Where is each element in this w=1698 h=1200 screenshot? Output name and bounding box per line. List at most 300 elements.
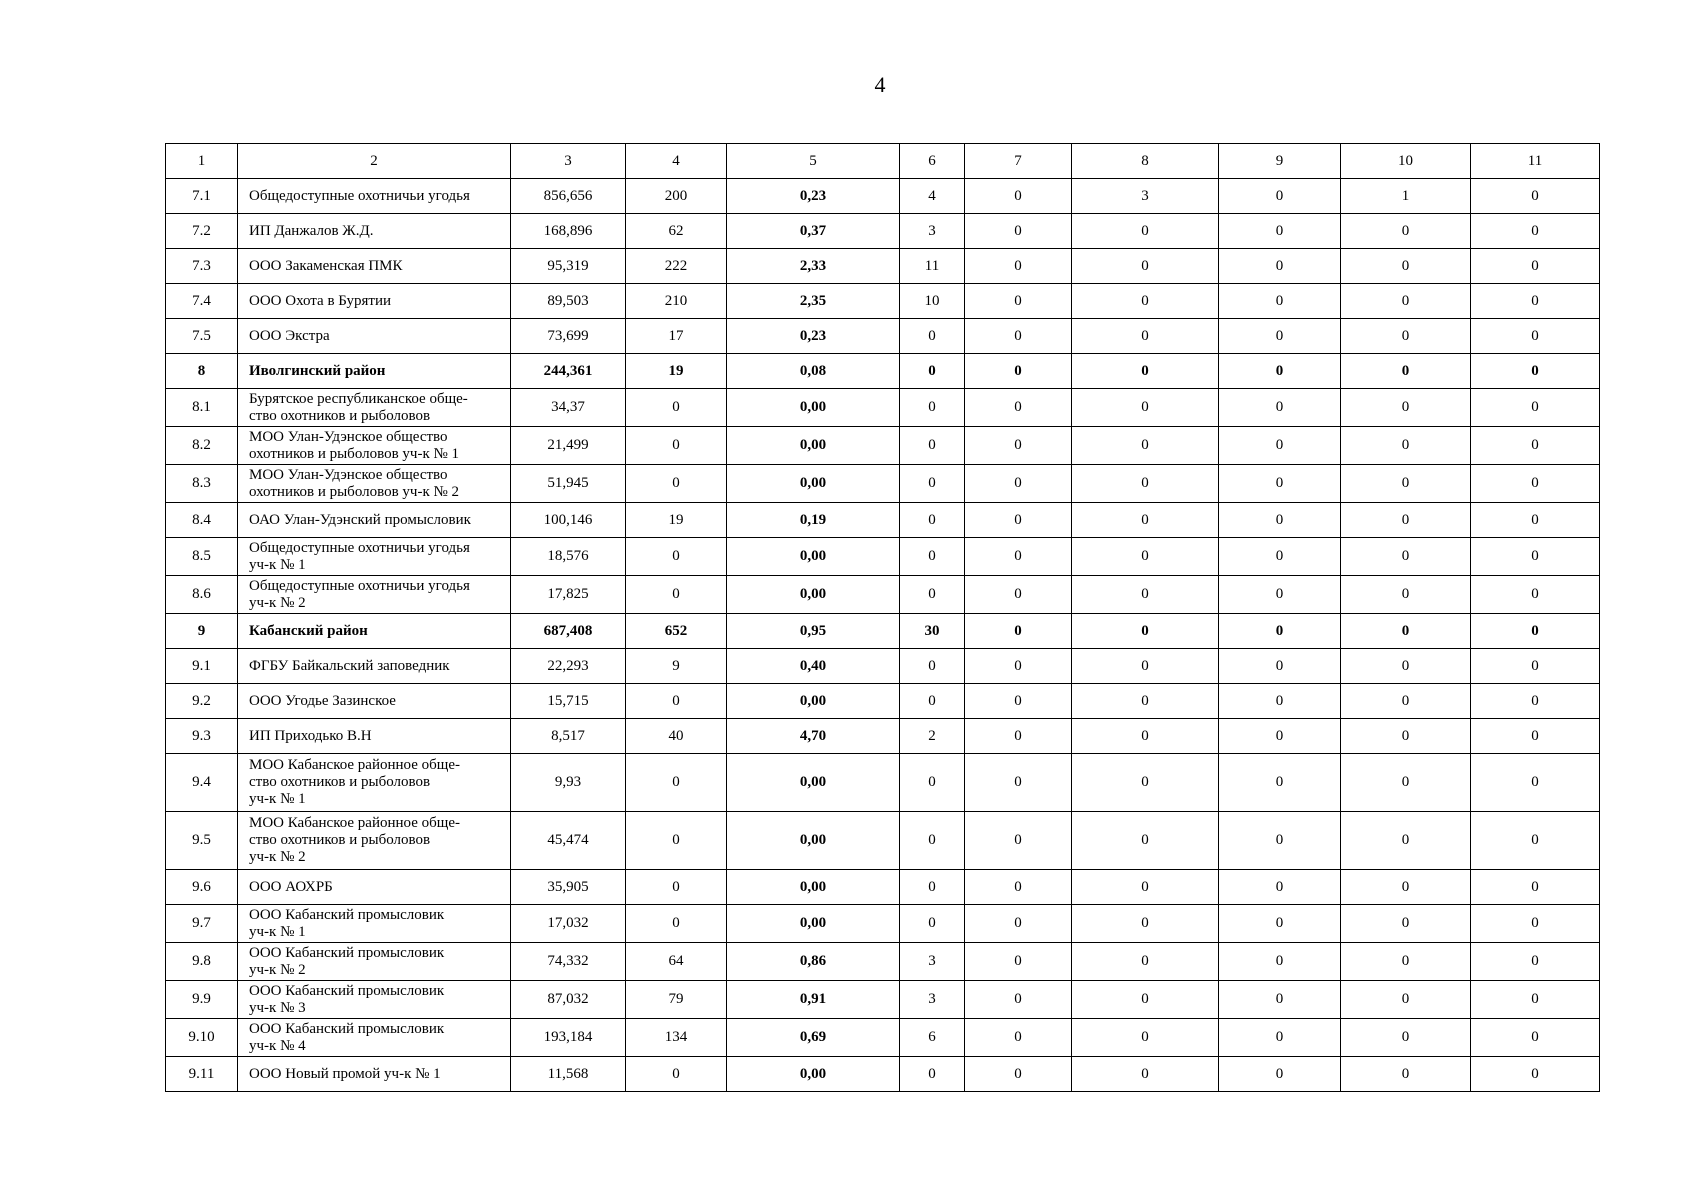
table-row <box>166 576 1600 614</box>
value-cell-10: 0 <box>1341 812 1471 870</box>
table-row <box>166 284 1600 319</box>
value-cell-8: 0 <box>1072 427 1219 465</box>
value-cell-6: 0 <box>900 465 965 503</box>
value-cell-3: 100,146 <box>511 503 626 538</box>
value-cell-10: 0 <box>1341 649 1471 684</box>
organization-name-cell <box>238 427 511 465</box>
value-cell-6: 10 <box>900 284 965 319</box>
value-cell-9: 0 <box>1219 354 1341 389</box>
value-cell-3: 17,032 <box>511 905 626 943</box>
value-cell-6: 0 <box>900 754 965 812</box>
value-cell-10: 0 <box>1341 538 1471 576</box>
organization-name-cell <box>238 905 511 943</box>
organization-name-line: ООО Охота в Бурятии <box>249 292 392 309</box>
value-cell-8: 0 <box>1072 1057 1219 1092</box>
value-cell-10: 0 <box>1341 389 1471 427</box>
value-cell-9: 0 <box>1219 649 1341 684</box>
value-cell-6: 0 <box>900 538 965 576</box>
value-cell-8: 0 <box>1072 319 1219 354</box>
value-cell-4: 9 <box>626 649 727 684</box>
value-cell-5: 0,00 <box>727 576 900 614</box>
row-number-cell: 9 <box>166 614 238 649</box>
organization-name-line: уч-к № 2 <box>249 594 306 611</box>
value-cell-10: 0 <box>1341 981 1471 1019</box>
organization-name-cell <box>238 981 511 1019</box>
organization-name-line: ООО Новый промой уч-к № 1 <box>249 1065 441 1082</box>
row-number-cell: 9.6 <box>166 870 238 905</box>
value-cell-8: 0 <box>1072 684 1219 719</box>
value-cell-3: 18,576 <box>511 538 626 576</box>
organization-name-line: Иволгинский район <box>249 362 386 379</box>
value-cell-4: 79 <box>626 981 727 1019</box>
table-row <box>166 389 1600 427</box>
value-cell-11: 0 <box>1471 719 1600 754</box>
organization-name-line: ООО Кабанский промысловик <box>249 906 445 923</box>
row-number-cell: 9.2 <box>166 684 238 719</box>
value-cell-6: 0 <box>900 812 965 870</box>
value-cell-7: 0 <box>965 649 1072 684</box>
organization-name-cell <box>238 1057 511 1092</box>
value-cell-11: 0 <box>1471 319 1600 354</box>
value-cell-7: 0 <box>965 684 1072 719</box>
value-cell-10: 0 <box>1341 576 1471 614</box>
value-cell-3: 22,293 <box>511 649 626 684</box>
value-cell-5: 0,69 <box>727 1019 900 1057</box>
row-number-cell: 8.2 <box>166 427 238 465</box>
organization-name-line: МОО Улан-Удэнское общество <box>249 428 448 445</box>
organization-name-line: Общедоступные охотничьи угодья <box>249 187 470 204</box>
value-cell-3: 687,408 <box>511 614 626 649</box>
organization-name-line: ИП Данжалов Ж.Д. <box>249 222 374 239</box>
value-cell-7: 0 <box>965 576 1072 614</box>
header-cell: 7 <box>965 144 1072 179</box>
table-row <box>166 354 1600 389</box>
value-cell-5: 0,00 <box>727 812 900 870</box>
table-row <box>166 614 1600 649</box>
header-cell: 8 <box>1072 144 1219 179</box>
value-cell-10: 0 <box>1341 684 1471 719</box>
value-cell-10: 0 <box>1341 214 1471 249</box>
header-cell: 10 <box>1341 144 1471 179</box>
value-cell-9: 0 <box>1219 465 1341 503</box>
value-cell-11: 0 <box>1471 389 1600 427</box>
value-cell-4: 40 <box>626 719 727 754</box>
value-cell-7: 0 <box>965 503 1072 538</box>
value-cell-4: 210 <box>626 284 727 319</box>
value-cell-6: 2 <box>900 719 965 754</box>
value-cell-8: 0 <box>1072 538 1219 576</box>
row-number-cell: 8.5 <box>166 538 238 576</box>
value-cell-6: 0 <box>900 319 965 354</box>
organization-name-cell <box>238 1019 511 1057</box>
header-cell: 1 <box>166 144 238 179</box>
organization-name-line: уч-к № 1 <box>249 791 306 807</box>
value-cell-6: 0 <box>900 427 965 465</box>
value-cell-11: 0 <box>1471 981 1600 1019</box>
value-cell-9: 0 <box>1219 719 1341 754</box>
value-cell-5: 0,00 <box>727 465 900 503</box>
row-number-cell: 8.4 <box>166 503 238 538</box>
table-row <box>166 754 1600 812</box>
value-cell-10: 0 <box>1341 754 1471 812</box>
organization-name-line: ООО Угодье Зазинское <box>249 692 396 709</box>
organization-name-cell <box>238 389 511 427</box>
value-cell-5: 2,35 <box>727 284 900 319</box>
value-cell-6: 30 <box>900 614 965 649</box>
row-number-cell: 9.11 <box>166 1057 238 1092</box>
organization-name-line: охотников и рыболовов уч-к № 2 <box>249 483 460 500</box>
value-cell-4: 0 <box>626 1057 727 1092</box>
value-cell-3: 73,699 <box>511 319 626 354</box>
header-cell: 9 <box>1219 144 1341 179</box>
value-cell-8: 0 <box>1072 465 1219 503</box>
value-cell-7: 0 <box>965 905 1072 943</box>
value-cell-11: 0 <box>1471 943 1600 981</box>
organization-name-line: ООО Кабанский промысловик <box>249 944 445 961</box>
organization-name-line: уч-к № 1 <box>249 556 306 573</box>
value-cell-8: 0 <box>1072 649 1219 684</box>
value-cell-6: 0 <box>900 905 965 943</box>
value-cell-3: 45,474 <box>511 812 626 870</box>
table-row <box>166 1019 1600 1057</box>
value-cell-8: 0 <box>1072 754 1219 812</box>
value-cell-6: 4 <box>900 179 965 214</box>
value-cell-8: 0 <box>1072 576 1219 614</box>
organization-name-line: ООО Кабанский промысловик <box>249 982 445 999</box>
page-number: 4 <box>874 72 886 97</box>
row-number-cell: 7.3 <box>166 249 238 284</box>
value-cell-9: 0 <box>1219 538 1341 576</box>
organization-name-cell <box>238 249 511 284</box>
table-row <box>166 684 1600 719</box>
value-cell-3: 95,319 <box>511 249 626 284</box>
value-cell-7: 0 <box>965 284 1072 319</box>
value-cell-10: 0 <box>1341 465 1471 503</box>
value-cell-5: 0,00 <box>727 905 900 943</box>
table-row <box>166 179 1600 214</box>
organization-name-line: уч-к № 1 <box>249 923 306 940</box>
table-row <box>166 503 1600 538</box>
value-cell-9: 0 <box>1219 754 1341 812</box>
value-cell-8: 0 <box>1072 870 1219 905</box>
table-row <box>166 319 1600 354</box>
value-cell-8: 0 <box>1072 719 1219 754</box>
value-cell-8: 0 <box>1072 249 1219 284</box>
organization-name-line: ООО Закаменская ПМК <box>249 257 403 274</box>
header-cell: 2 <box>238 144 511 179</box>
value-cell-11: 0 <box>1471 284 1600 319</box>
value-cell-4: 0 <box>626 389 727 427</box>
row-number-cell: 9.7 <box>166 905 238 943</box>
value-cell-11: 0 <box>1471 1057 1600 1092</box>
value-cell-3: 8,517 <box>511 719 626 754</box>
organization-name-line: ство охотников и рыболовов <box>249 407 431 424</box>
value-cell-5: 0,00 <box>727 870 900 905</box>
organization-name-line: охотников и рыболовов уч-к № 1 <box>249 445 460 462</box>
value-cell-6: 0 <box>900 684 965 719</box>
organization-name-cell <box>238 465 511 503</box>
table-row <box>166 465 1600 503</box>
value-cell-10: 0 <box>1341 614 1471 649</box>
value-cell-3: 11,568 <box>511 1057 626 1092</box>
row-number-cell: 7.5 <box>166 319 238 354</box>
value-cell-5: 4,70 <box>727 719 900 754</box>
header-cell: 5 <box>727 144 900 179</box>
value-cell-4: 17 <box>626 319 727 354</box>
value-cell-4: 19 <box>626 503 727 538</box>
value-cell-9: 0 <box>1219 684 1341 719</box>
organization-name-cell <box>238 214 511 249</box>
value-cell-5: 0,08 <box>727 354 900 389</box>
value-cell-7: 0 <box>965 538 1072 576</box>
value-cell-8: 0 <box>1072 943 1219 981</box>
value-cell-8: 0 <box>1072 905 1219 943</box>
header-cell: 11 <box>1471 144 1600 179</box>
value-cell-7: 0 <box>965 389 1072 427</box>
value-cell-10: 0 <box>1341 719 1471 754</box>
value-cell-6: 0 <box>900 1057 965 1092</box>
value-cell-6: 0 <box>900 389 965 427</box>
value-cell-9: 0 <box>1219 614 1341 649</box>
value-cell-3: 244,361 <box>511 354 626 389</box>
value-cell-5: 0,19 <box>727 503 900 538</box>
organization-name-cell <box>238 319 511 354</box>
value-cell-7: 0 <box>965 943 1072 981</box>
value-cell-9: 0 <box>1219 249 1341 284</box>
value-cell-9: 0 <box>1219 1019 1341 1057</box>
organization-name-line: МОО Кабанское районное обще- <box>249 757 460 773</box>
row-number-cell: 9.9 <box>166 981 238 1019</box>
row-number-cell: 9.1 <box>166 649 238 684</box>
value-cell-6: 0 <box>900 649 965 684</box>
organization-name-line: МОО Улан-Удэнское общество <box>249 466 448 483</box>
value-cell-9: 0 <box>1219 576 1341 614</box>
value-cell-10: 0 <box>1341 284 1471 319</box>
row-number-cell: 8 <box>166 354 238 389</box>
value-cell-5: 0,00 <box>727 1057 900 1092</box>
value-cell-7: 0 <box>965 214 1072 249</box>
data-table <box>165 143 1600 1092</box>
row-number-cell: 8.3 <box>166 465 238 503</box>
organization-name-line: Общедоступные охотничьи угодья <box>249 577 470 594</box>
value-cell-5: 0,86 <box>727 943 900 981</box>
table-row <box>166 427 1600 465</box>
value-cell-10: 0 <box>1341 870 1471 905</box>
header-cell: 3 <box>511 144 626 179</box>
value-cell-7: 0 <box>965 1057 1072 1092</box>
table-row <box>166 943 1600 981</box>
value-cell-4: 0 <box>626 538 727 576</box>
organization-name-cell <box>238 812 511 870</box>
organization-name-line: ство охотников и рыболовов <box>249 832 431 848</box>
value-cell-5: 0,00 <box>727 427 900 465</box>
value-cell-5: 0,40 <box>727 649 900 684</box>
value-cell-8: 0 <box>1072 284 1219 319</box>
value-cell-9: 0 <box>1219 319 1341 354</box>
value-cell-3: 17,825 <box>511 576 626 614</box>
value-cell-11: 0 <box>1471 249 1600 284</box>
table-row <box>166 538 1600 576</box>
value-cell-9: 0 <box>1219 389 1341 427</box>
organization-name-line: уч-к № 3 <box>249 999 306 1016</box>
value-cell-9: 0 <box>1219 1057 1341 1092</box>
row-number-cell: 7.1 <box>166 179 238 214</box>
value-cell-8: 0 <box>1072 981 1219 1019</box>
organization-name-cell <box>238 284 511 319</box>
table-row <box>166 905 1600 943</box>
value-cell-7: 0 <box>965 981 1072 1019</box>
value-cell-7: 0 <box>965 249 1072 284</box>
table-row <box>166 812 1600 870</box>
table-row <box>166 719 1600 754</box>
organization-name-line: Кабанский район <box>249 622 368 639</box>
value-cell-5: 0,37 <box>727 214 900 249</box>
value-cell-4: 0 <box>626 905 727 943</box>
value-cell-3: 21,499 <box>511 427 626 465</box>
value-cell-8: 0 <box>1072 812 1219 870</box>
value-cell-8: 0 <box>1072 503 1219 538</box>
value-cell-9: 0 <box>1219 870 1341 905</box>
organization-name-cell <box>238 503 511 538</box>
table-row <box>166 214 1600 249</box>
row-number-cell: 8.6 <box>166 576 238 614</box>
value-cell-3: 87,032 <box>511 981 626 1019</box>
value-cell-10: 0 <box>1341 319 1471 354</box>
organization-name-cell <box>238 649 511 684</box>
header-cell: 4 <box>626 144 727 179</box>
organization-name-line: ООО АОХРБ <box>249 878 333 895</box>
value-cell-6: 3 <box>900 214 965 249</box>
value-cell-7: 0 <box>965 1019 1072 1057</box>
organization-name-line: ООО Экстра <box>249 327 330 344</box>
value-cell-7: 0 <box>965 812 1072 870</box>
value-cell-4: 0 <box>626 684 727 719</box>
row-number-cell: 9.3 <box>166 719 238 754</box>
value-cell-10: 0 <box>1341 1057 1471 1092</box>
value-cell-6: 3 <box>900 981 965 1019</box>
value-cell-11: 0 <box>1471 427 1600 465</box>
value-cell-9: 0 <box>1219 812 1341 870</box>
value-cell-7: 0 <box>965 870 1072 905</box>
value-cell-8: 0 <box>1072 214 1219 249</box>
row-number-cell: 7.2 <box>166 214 238 249</box>
value-cell-10: 0 <box>1341 354 1471 389</box>
value-cell-3: 89,503 <box>511 284 626 319</box>
value-cell-3: 35,905 <box>511 870 626 905</box>
value-cell-4: 652 <box>626 614 727 649</box>
value-cell-4: 19 <box>626 354 727 389</box>
organization-name-line: ИП Приходько В.Н <box>249 727 372 744</box>
value-cell-3: 856,656 <box>511 179 626 214</box>
value-cell-7: 0 <box>965 354 1072 389</box>
value-cell-4: 200 <box>626 179 727 214</box>
value-cell-9: 0 <box>1219 905 1341 943</box>
value-cell-4: 0 <box>626 870 727 905</box>
value-cell-6: 11 <box>900 249 965 284</box>
value-cell-3: 168,896 <box>511 214 626 249</box>
value-cell-3: 51,945 <box>511 465 626 503</box>
organization-name-cell <box>238 614 511 649</box>
value-cell-4: 0 <box>626 427 727 465</box>
value-cell-11: 0 <box>1471 576 1600 614</box>
organization-name-line: ство охотников и рыболовов <box>249 774 431 790</box>
organization-name-line: Бурятское республиканское обще- <box>249 390 468 407</box>
value-cell-7: 0 <box>965 719 1072 754</box>
value-cell-11: 0 <box>1471 503 1600 538</box>
value-cell-11: 0 <box>1471 354 1600 389</box>
value-cell-6: 0 <box>900 870 965 905</box>
row-number-cell: 8.1 <box>166 389 238 427</box>
header-cell: 6 <box>900 144 965 179</box>
value-cell-3: 15,715 <box>511 684 626 719</box>
value-cell-8: 3 <box>1072 179 1219 214</box>
value-cell-8: 0 <box>1072 1019 1219 1057</box>
row-number-cell: 7.4 <box>166 284 238 319</box>
value-cell-11: 0 <box>1471 538 1600 576</box>
value-cell-6: 0 <box>900 503 965 538</box>
value-cell-5: 0,91 <box>727 981 900 1019</box>
organization-name-cell <box>238 943 511 981</box>
organization-name-cell <box>238 719 511 754</box>
value-cell-10: 0 <box>1341 249 1471 284</box>
row-number-cell: 9.10 <box>166 1019 238 1057</box>
organization-name-line: Общедоступные охотничьи угодья <box>249 539 470 556</box>
value-cell-9: 0 <box>1219 214 1341 249</box>
organization-name-cell <box>238 870 511 905</box>
value-cell-4: 64 <box>626 943 727 981</box>
value-cell-4: 0 <box>626 754 727 812</box>
value-cell-10: 0 <box>1341 503 1471 538</box>
value-cell-10: 1 <box>1341 179 1471 214</box>
value-cell-7: 0 <box>965 319 1072 354</box>
value-cell-6: 6 <box>900 1019 965 1057</box>
value-cell-6: 3 <box>900 943 965 981</box>
table-row <box>166 249 1600 284</box>
value-cell-5: 0,95 <box>727 614 900 649</box>
value-cell-6: 0 <box>900 576 965 614</box>
value-cell-4: 0 <box>626 576 727 614</box>
value-cell-11: 0 <box>1471 614 1600 649</box>
value-cell-11: 0 <box>1471 214 1600 249</box>
value-cell-5: 0,00 <box>727 389 900 427</box>
value-cell-11: 0 <box>1471 812 1600 870</box>
value-cell-9: 0 <box>1219 284 1341 319</box>
value-cell-11: 0 <box>1471 870 1600 905</box>
header-row <box>166 144 1600 179</box>
value-cell-9: 0 <box>1219 427 1341 465</box>
value-cell-9: 0 <box>1219 981 1341 1019</box>
value-cell-11: 0 <box>1471 649 1600 684</box>
value-cell-4: 222 <box>626 249 727 284</box>
organization-name-line: уч-к № 4 <box>249 1037 306 1054</box>
table-row <box>166 870 1600 905</box>
value-cell-10: 0 <box>1341 943 1471 981</box>
value-cell-5: 0,23 <box>727 179 900 214</box>
row-number-cell: 9.4 <box>166 754 238 812</box>
value-cell-9: 0 <box>1219 943 1341 981</box>
value-cell-6: 0 <box>900 354 965 389</box>
organization-name-cell <box>238 179 511 214</box>
value-cell-4: 62 <box>626 214 727 249</box>
organization-name-line: ООО Кабанский промысловик <box>249 1020 445 1037</box>
value-cell-5: 2,33 <box>727 249 900 284</box>
row-number-cell: 9.5 <box>166 812 238 870</box>
value-cell-5: 0,00 <box>727 684 900 719</box>
value-cell-7: 0 <box>965 465 1072 503</box>
organization-name-cell <box>238 754 511 812</box>
value-cell-10: 0 <box>1341 427 1471 465</box>
value-cell-11: 0 <box>1471 905 1600 943</box>
